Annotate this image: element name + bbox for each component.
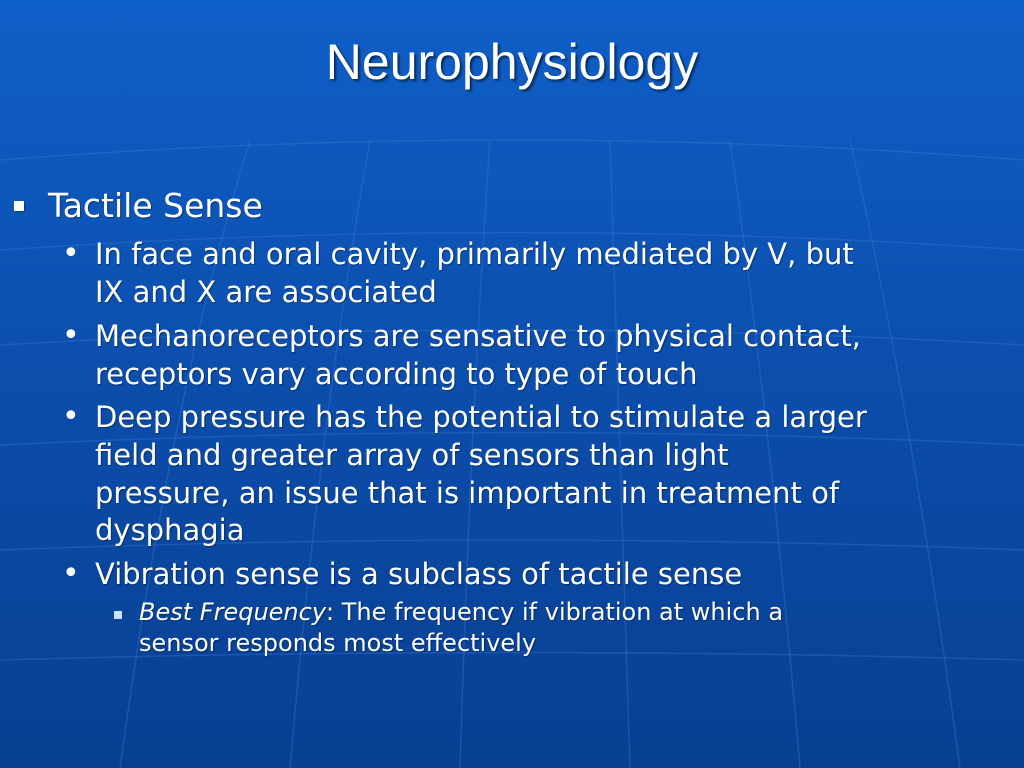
bullet-line: IX and X are associated bbox=[95, 275, 437, 309]
bullet-line: Vibration sense is a subclass of tactile sense bbox=[95, 557, 743, 591]
bullet-line: Deep pressure has the potential to stimulate a larger bbox=[95, 400, 867, 434]
bullet-line: field and greater array of sensors than light bbox=[95, 438, 729, 472]
bullet-line: dysphagia bbox=[95, 513, 245, 547]
bullet-line: pressure, an issue that is important in treatment of bbox=[95, 476, 840, 510]
sub-bullet-line: sensor responds most effectively bbox=[139, 629, 537, 657]
dot-bullet-icon: • bbox=[62, 556, 80, 591]
sub-bullet-term: Best Frequency bbox=[139, 598, 327, 626]
square-bullet-icon bbox=[14, 201, 24, 211]
bullet-line: In face and oral cavity, primarily mediated by V, but bbox=[95, 237, 854, 271]
dot-bullet-icon: • bbox=[62, 399, 80, 434]
dot-bullet-icon: • bbox=[62, 236, 80, 271]
sub-bullet-definition: : The frequency if vibration at which a bbox=[326, 598, 784, 626]
small-square-bullet-icon bbox=[114, 611, 122, 619]
bullet-line: receptors vary according to type of touch bbox=[95, 357, 698, 391]
bullet-line: Mechanoreceptors are sensative to physical contact, bbox=[95, 319, 861, 353]
slide-title: Neurophysiology bbox=[325, 34, 699, 90]
sub-bullet-line bbox=[139, 597, 1019, 628]
dot-bullet-icon: • bbox=[62, 318, 80, 353]
bullet-heading-tactile-sense: Tactile Sense bbox=[48, 186, 263, 225]
